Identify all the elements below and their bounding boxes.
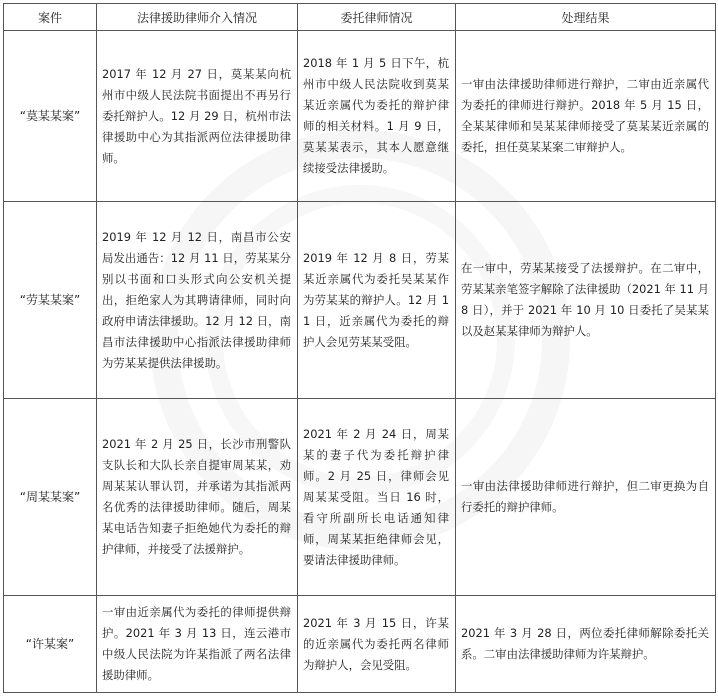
legal-aid-cell: 2017 年 12 月 27 日，莫某某向杭州市中级人民法院书面提出不再另行委托辩护人。12 月 29 日，杭州市法律援助中心为其指派两位法律援助律师。 [97,31,298,202]
case-table [3,3,716,693]
retained-cell: 2019 年 12 月 8 日，劳某某近亲属代为委托吴某某作为劳某某的辩护人。12 月 11 日，近亲属代为委托的辩护人会见劳某某受阻。 [298,202,456,399]
case-name: “许某案” [4,596,97,693]
result-cell: 一审由法律援助律师进行辩护，但二审更换为自行委托的辩护律师。 [456,399,716,596]
table-header-row [4,4,716,31]
header-case: 案件 [4,4,97,31]
result-cell: 2021 年 3 月 28 日，两位委托律师解除委托关系。二审由法律援助律师为许某辩护。 [456,596,716,693]
retained-cell: 2021 年 3 月 15 日，许某的近亲属代为委托两名律师为辩护人，会见受阻。 [298,596,456,693]
result-cell: 在一审中，劳某某接受了法援辩护。在二审中，劳某某亲笔签字解除了法律援助（2021 年 11 月 8 日），并于 2021 年 10 月 10 日委托了吴某某以及赵某某律师为辩护人。 [456,202,716,399]
header-retained: 委托律师情况 [298,4,456,31]
retained-cell: 2021 年 2 月 24 日，周某某的妻子代为委托辩护律师。2 月 25 日，律师会见周某某受阻。当日 16 时，看守所副所长电话通知律师，周某某拒绝律师会见，要请法律援助律师。 [298,399,456,596]
case-name: “劳某某案” [4,202,97,399]
header-legal-aid: 法律援助律师介入情况 [97,4,298,31]
table-row [4,596,716,693]
legal-aid-cell: 2019 年 12 月 12 日，南昌市公安局发出通告：12 月 11 日，劳某某分别以书面和口头形式向公安机关提出，拒绝家人为其聘请律师，同时向政府申请法律援助。12 月 12 日，南昌市法律援助中心指派法律援助律师为劳某某提供法律援助。 [97,202,298,399]
retained-cell: 2018 年 1 月 5 日下午，杭州市中级人民法院收到莫某某近亲属代为委托的辩护律师的相关材料。1 月 9 日，莫某某表示，其本人愿意继续接受法律援助。 [298,31,456,202]
table-row [4,202,716,399]
legal-aid-cell: 一审由近亲属代为委托的律师提供辩护。2021 年 3 月 13 日，连云港市中级人民法院为许某指派了两名法律援助律师。 [97,596,298,693]
table-row [4,31,716,202]
result-cell: 一审由法律援助律师进行辩护，二审由近亲属代为委托的律师进行辩护。2018 年 5 月 15 日，全某某律师和吴某某律师接受了莫某某近亲属的委托，担任莫某某案二审辩护人。 [456,31,716,202]
header-result: 处理结果 [456,4,716,31]
legal-aid-cell: 2021 年 2 月 25 日，长沙市刑警队支队长和大队长亲自提审周某某，劝周某某认罪认罚，并承诺为其指派两名优秀的法律援助律师。随后，周某某电话告知妻子拒绝她代为委托的辩护律师，并接受了法援辩护。 [97,399,298,596]
case-name: “莫某某案” [4,31,97,202]
table-row [4,399,716,596]
case-name: “周某某案” [4,399,97,596]
